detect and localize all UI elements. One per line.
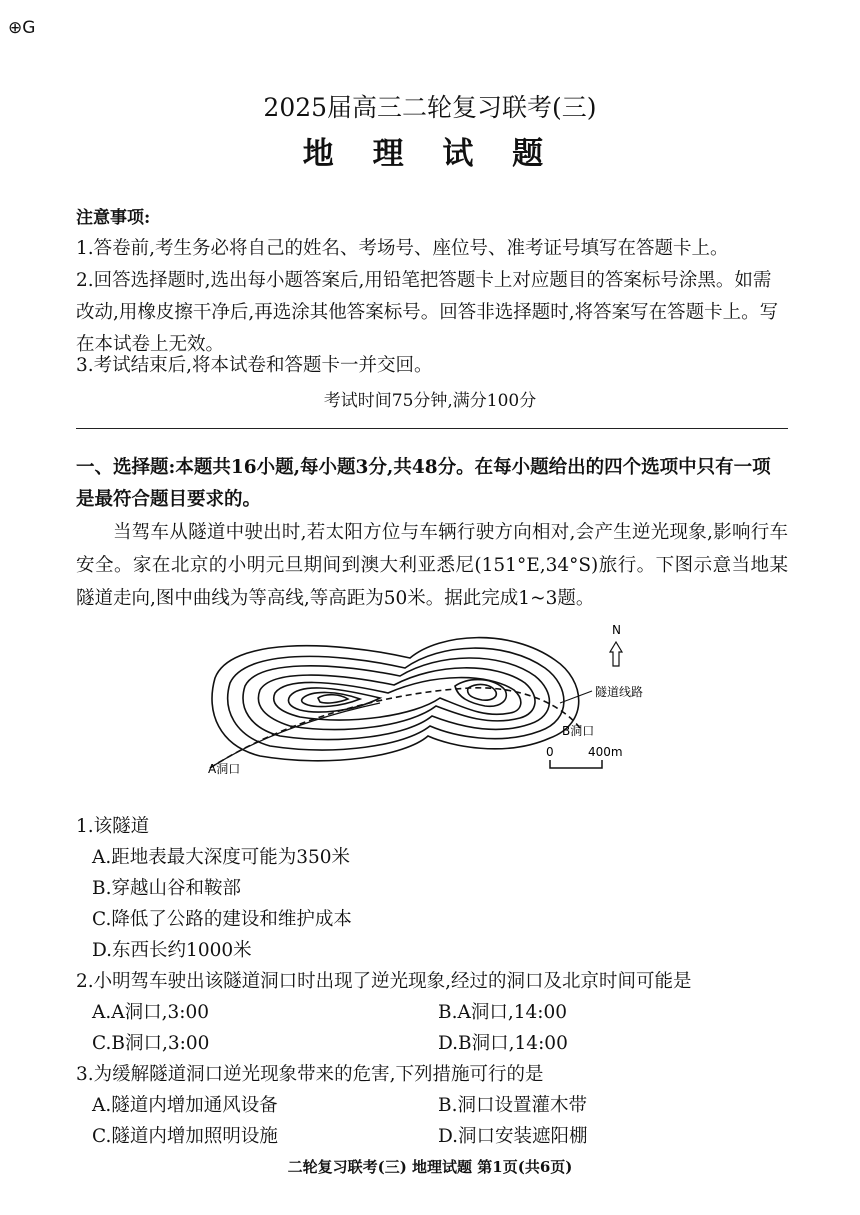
question-1-option-d: D.东西长约1000米: [92, 940, 252, 961]
question-1-option-a: A.距地表最大深度可能为350米: [92, 847, 351, 868]
section-heading: 一、选择题:本题共16小题,每小题3分,共48分。在每小题给出的四个选项中只有一项是最符合题目要求的。: [76, 457, 771, 510]
contour-lines: [212, 638, 579, 761]
question-1-option-c: C.降低了公路的建设和维护成本: [92, 909, 352, 930]
notice-item-1: 1.答卷前,考生务必将自己的姓名、考场号、座位号、准考证号填写在答题卡上。: [76, 238, 729, 259]
question-2-option-c: C.B洞口,3:00: [92, 1033, 210, 1054]
portal-b-label: B洞口: [562, 724, 595, 738]
question-2-stem: 2.小明驾车驶出该隧道洞口时出现了逆光现象,经过的洞口及北京时间可能是: [76, 971, 692, 992]
section-intro: 当驾车从隧道中驶出时,若太阳方位与车辆行驶方向相对,会产生逆光现象,影响行车安全。家在北京的小明元旦期间到澳大利亚悉尼(151°E,34°S)旅行。下图示意当地某隧道走向,图中曲线为等高线,等高距为50米。据此完成1~3题。: [76, 522, 788, 609]
svg-text:N: N: [612, 623, 621, 637]
svg-text:0: 0: [546, 745, 554, 759]
publisher-logo: ⊕G: [8, 18, 36, 38]
question-3-option-d: D.洞口安装遮阳棚: [438, 1126, 588, 1147]
exam-title: 2025届高三二轮复习联考(三): [263, 93, 597, 122]
north-arrow-icon: [610, 623, 622, 666]
notice-heading: 注意事项:: [76, 208, 151, 228]
portal-a-label: A洞口: [208, 762, 241, 776]
tunnel-label: 隧道线路: [595, 685, 644, 699]
question-3-stem: 3.为缓解隧道洞口逆光现象带来的危害,下列措施可行的是: [76, 1064, 544, 1085]
notice-item-2: 2.回答选择题时,选出每小题答案后,用铅笔把答题卡上对应题目的答案标号涂黑。如需改动,用橡皮擦干净后,再选涂其他答案标号。回答非选择题时,将答案写在答题卡上。写在本试卷上无效。: [76, 270, 779, 355]
divider: [76, 428, 788, 429]
page-footer: 二轮复习联考(三) 地理试题 第1页(共6页): [287, 1158, 573, 1176]
exam-subject: 地 理 试 题: [302, 136, 558, 172]
question-3-option-c: C.隧道内增加照明设施: [92, 1126, 278, 1147]
svg-text:400m: 400m: [588, 745, 623, 759]
question-2-option-a: A.A洞口,3:00: [92, 1002, 210, 1023]
question-2-option-b: B.A洞口,14:00: [438, 1002, 568, 1023]
question-1-stem: 1.该隧道: [76, 816, 150, 837]
question-3-option-b: B.洞口设置灌木带: [438, 1095, 587, 1116]
scale-bar: [546, 745, 623, 768]
exam-time: 考试时间75分钟,满分100分: [323, 391, 537, 411]
question-1-option-b: B.穿越山谷和鞍部: [92, 878, 241, 899]
tunnel-route: [210, 688, 580, 768]
question-3-option-a: A.隧道内增加通风设备: [92, 1095, 278, 1116]
contour-map: [200, 618, 660, 778]
notice-item-3: 3.考试结束后,将本试卷和答题卡一并交回。: [76, 355, 433, 376]
question-2-option-d: D.B洞口,14:00: [438, 1033, 568, 1054]
